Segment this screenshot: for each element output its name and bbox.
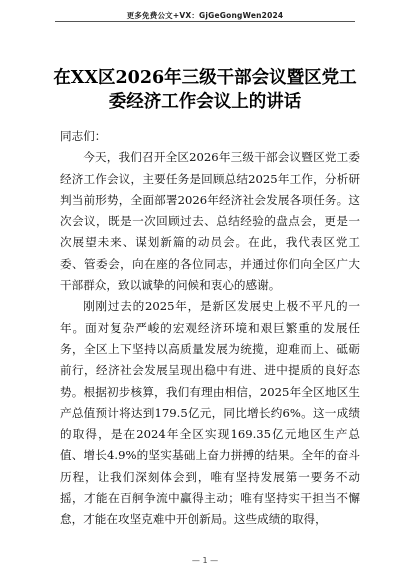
page-header: 更多免费公文+VX：GjGeGongWen2024	[126, 11, 284, 20]
page-number: — 1 —	[191, 556, 219, 565]
document-body	[60, 126, 360, 531]
document-title	[30, 66, 380, 114]
greeting: 同志们：	[60, 129, 107, 143]
title-line-1: 在XX区2026年三级干部会议暨区党工	[53, 68, 357, 88]
paragraph-1: 今天，我们召开全区2026年三级干部会议暨区党工委经济工作会议，主要任务是回顾总结2025年工作，分析研判当前形势，全面部署2026年经济社会发展各项任务。这次会议，既是一次回顾过去、总结经验的盘点会，更是一次展望未来、谋划新篇的动员会。在此，我代表区党工委、管委会，向在座的各位同志，并通过你们向全区广大干部群众，致以诚挚的问候和衷心的感谢。	[60, 150, 360, 293]
paragraph-2: 刚刚过去的2025年，是新区发展史上极不平凡的一年。面对复杂严峻的宏观经济环境和艰巨繁重的发展任务，全区上下坚持以高质量发展为统揽，迎难而上、砥砺前行，经济社会发展呈现出稳中有进、进中提质的良好态势。根据初步核算，我们有理由相信，2025年全区地区生产总值预计将达到179.5亿元，同比增长约6%。这一成绩的取得，是在2024年全区实现169.35亿元地区生产总值、增长4.9%的坚实基础上奋力拼搏的结果。全年的奋斗历程，让我们深刻体会到，唯有坚持发展第一要务不动摇，才能在百舸争流中赢得主动；唯有坚持实干担当不懈怠，才能在攻坚克难中开创新局。这些成绩的取得，	[60, 299, 360, 527]
title-line-2: 委经济工作会议上的讲话	[108, 92, 302, 112]
header-divider	[55, 21, 355, 22]
